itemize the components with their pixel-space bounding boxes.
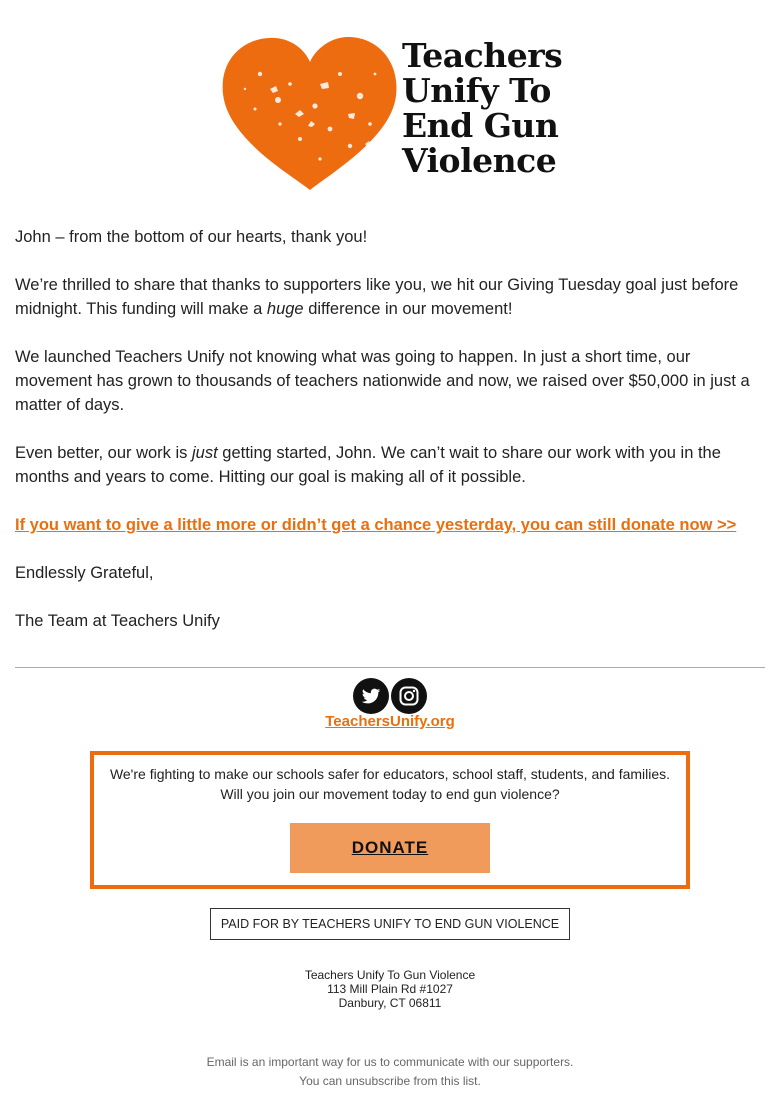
emphasis-text: just: [192, 444, 218, 462]
donate-button[interactable]: DONATE: [290, 823, 490, 873]
logo-line: Teachers: [402, 36, 563, 75]
donate-link-paragraph: [15, 513, 770, 537]
paragraph-text: difference in our movement!: [303, 300, 513, 318]
divider: [15, 667, 765, 668]
logo-line: End Gun: [402, 106, 559, 145]
emphasis-text: huge: [266, 300, 304, 318]
heart-icon: [220, 34, 400, 192]
instagram-icon[interactable]: [391, 678, 427, 714]
paragraph: [15, 441, 770, 489]
paid-for-disclaimer: PAID FOR BY TEACHERS UNIFY TO END GUN VIOLENCE: [210, 908, 570, 940]
footer-line: You can unsubscribe from this list.: [299, 1074, 481, 1088]
paragraph: [15, 273, 770, 321]
logo-line: Violence: [402, 141, 557, 180]
callout-text: [94, 764, 686, 804]
address-city: Danbury, CT 06811: [338, 996, 442, 1010]
mailing-address: [0, 968, 780, 1010]
address-street: 113 Mill Plain Rd #1027: [327, 982, 453, 996]
logo-wordmark: [402, 38, 572, 178]
callout-line: We're fighting to make our schools safer for educators, school staff, students, and families.: [109, 766, 671, 782]
donate-link[interactable]: If you want to give a little more or didn’t get a chance yesterday, you can still donate now >>: [15, 516, 737, 534]
callout-line: Will you join our movement today to end gun violence?: [220, 786, 560, 802]
signature: The Team at Teachers Unify: [15, 612, 220, 630]
donate-callout: [90, 751, 690, 889]
brand-logo: [220, 34, 565, 194]
footer-line: Email is an important way for us to communicate with our supporters.: [206, 1055, 574, 1069]
paragraph-text: We’re thrilled to share that thanks to supporters like you, we hit our Giving Tuesday goal just before midnight. This funding will make a: [15, 276, 739, 318]
greeting: John – from the bottom of our hearts, thank you!: [15, 228, 368, 246]
twitter-icon[interactable]: [353, 678, 389, 714]
footer-note: [0, 1053, 780, 1091]
signoff: Endlessly Grateful,: [15, 564, 154, 582]
logo-line: Unify To: [402, 71, 551, 110]
address-name: Teachers Unify To Gun Violence: [304, 968, 476, 982]
email-body: [15, 225, 770, 657]
paragraph: We launched Teachers Unify not knowing what was going to happen. In just a short time, our movement has grown to thousands of teachers nationwide and now, we raised over $50,000 in just a matter of days.: [15, 348, 750, 414]
website-link[interactable]: TeachersUnify.org: [325, 713, 455, 730]
paragraph-text: Even better, our work is: [15, 444, 192, 462]
social-links: [352, 678, 428, 714]
paragraph-text: getting started, John. We can’t wait to share our work with you in the months and years to come. Hitting our goal is making all of it possible.: [15, 444, 721, 486]
